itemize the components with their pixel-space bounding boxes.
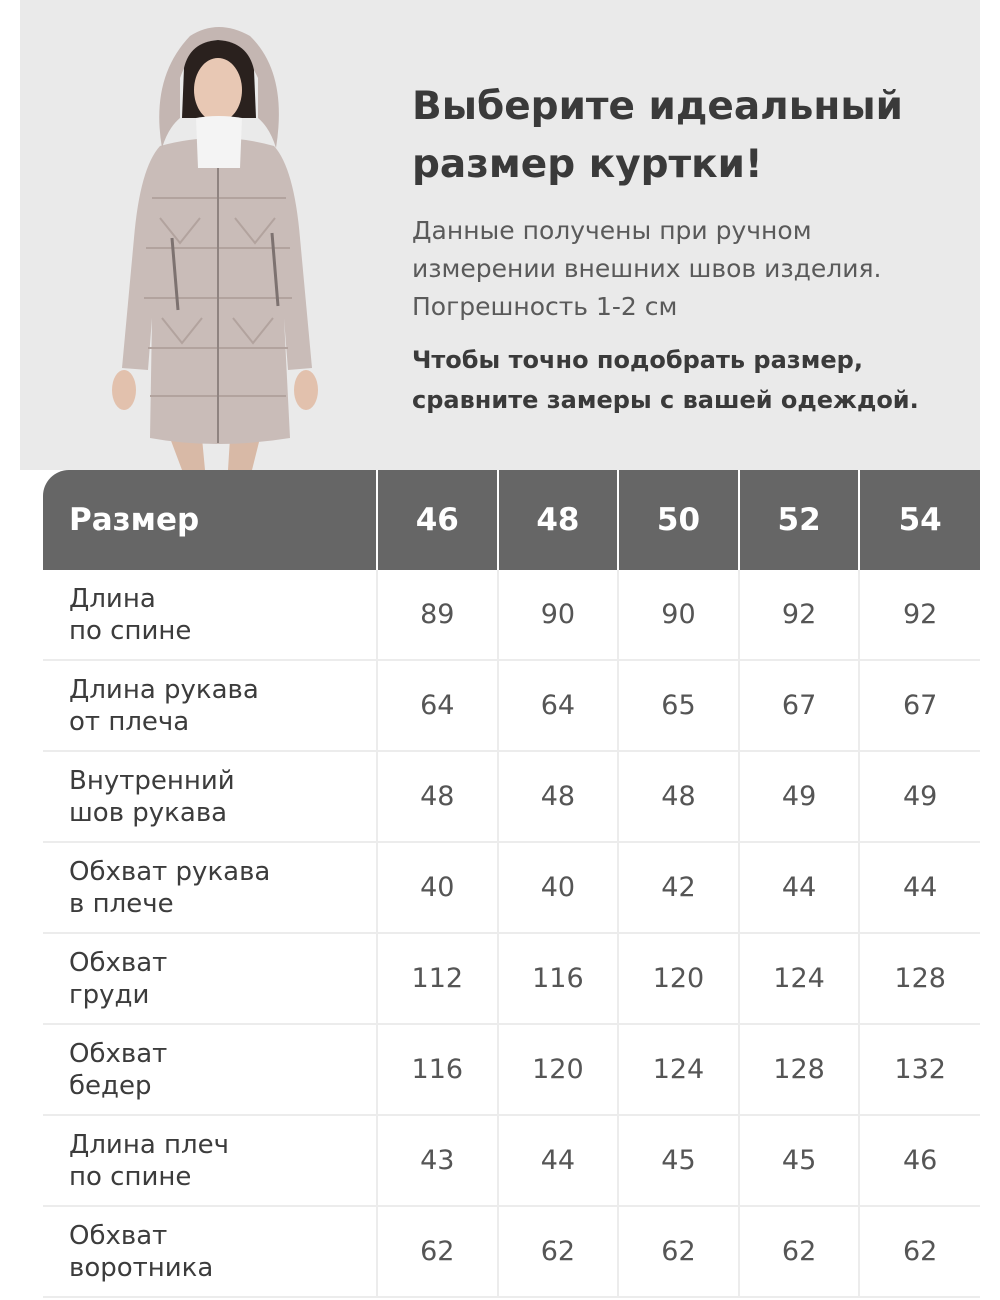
row-label-line: Обхват рукава [69, 856, 271, 887]
row-label [43, 842, 377, 933]
table-cell: 62 [739, 1206, 860, 1297]
title-line-2: размер куртки! [412, 142, 763, 187]
table-cell: 62 [377, 1206, 498, 1297]
table-cell: 67 [739, 660, 860, 751]
table-cell: 48 [618, 751, 739, 842]
table-cell: 45 [618, 1115, 739, 1206]
table-cell: 48 [377, 751, 498, 842]
table-cell: 43 [377, 1115, 498, 1206]
row-label-line: Длина плеч [69, 1129, 229, 1160]
model-photo [100, 18, 335, 470]
table-row [43, 1024, 980, 1115]
table-cell: 62 [498, 1206, 619, 1297]
size-column-header: 46 [377, 470, 498, 570]
table-cell: 44 [498, 1115, 619, 1206]
row-label [43, 933, 377, 1024]
size-column-header: 52 [739, 470, 860, 570]
row-label [43, 1206, 377, 1297]
table-cell: 62 [618, 1206, 739, 1297]
row-label [43, 570, 377, 660]
table-cell: 116 [498, 933, 619, 1024]
size-column-header: 54 [859, 470, 980, 570]
table-cell: 132 [859, 1024, 980, 1115]
table-row [43, 751, 980, 842]
row-label-line: Обхват [69, 1220, 168, 1251]
note-line-2: сравните замеры с вашей одеждой. [412, 386, 919, 414]
table-cell: 42 [618, 842, 739, 933]
row-label-line: по спине [69, 1161, 192, 1192]
row-label [43, 1115, 377, 1206]
table-cell: 40 [498, 842, 619, 933]
table-row [43, 933, 980, 1024]
table-cell: 128 [739, 1024, 860, 1115]
table-cell: 116 [377, 1024, 498, 1115]
table-cell: 64 [377, 660, 498, 751]
table-cell: 124 [739, 933, 860, 1024]
table-cell: 48 [498, 751, 619, 842]
table-cell: 128 [859, 933, 980, 1024]
size-header-row [43, 470, 980, 570]
table-cell: 45 [739, 1115, 860, 1206]
description-line-1: Данные получены при ручном [412, 216, 812, 245]
table-cell: 112 [377, 933, 498, 1024]
title-line-1: Выберите идеальный [412, 84, 903, 129]
page-title [412, 78, 972, 194]
table-cell: 120 [498, 1024, 619, 1115]
table-row [43, 1115, 980, 1206]
table-cell: 124 [618, 1024, 739, 1115]
description-line-3: Погрешность 1-2 см [412, 292, 678, 321]
table-row [43, 1206, 980, 1297]
row-label-line: шов рукава [69, 797, 228, 828]
row-label-line: Обхват [69, 1038, 168, 1069]
table-cell: 49 [859, 751, 980, 842]
row-label-line: Обхват [69, 947, 168, 978]
row-label-line: по спине [69, 615, 192, 646]
size-column-header: 50 [618, 470, 739, 570]
description-line-2: измерении внешних швов изделия. [412, 254, 882, 283]
table-cell: 40 [377, 842, 498, 933]
row-label-line: воротника [69, 1252, 214, 1283]
row-label-line: Длина [69, 583, 156, 614]
table-cell: 92 [859, 570, 980, 660]
row-label [43, 1024, 377, 1115]
size-column-header: 48 [498, 470, 619, 570]
size-header-label: Размер [43, 470, 377, 570]
row-label-line: бедер [69, 1070, 152, 1101]
table-cell: 89 [377, 570, 498, 660]
table-cell: 64 [498, 660, 619, 751]
row-label-line: от плеча [69, 706, 190, 737]
table-cell: 49 [739, 751, 860, 842]
table-cell: 44 [859, 842, 980, 933]
row-label-line: Длина рукава [69, 674, 259, 705]
table-cell: 90 [618, 570, 739, 660]
row-label-line: в плече [69, 888, 174, 919]
table-row [43, 842, 980, 933]
table-cell: 62 [859, 1206, 980, 1297]
table-cell: 67 [859, 660, 980, 751]
row-label-line: груди [69, 979, 150, 1010]
row-label [43, 660, 377, 751]
table-cell: 90 [498, 570, 619, 660]
table-row [43, 570, 980, 660]
size-chart-table [43, 470, 980, 1298]
table-cell: 46 [859, 1115, 980, 1206]
row-label [43, 751, 377, 842]
row-label-line: Внутренний [69, 765, 235, 796]
note-line-1: Чтобы точно подобрать размер, [412, 346, 863, 374]
table-cell: 92 [739, 570, 860, 660]
table-cell: 65 [618, 660, 739, 751]
table-row [43, 660, 980, 751]
fit-advice-note [412, 340, 972, 420]
table-cell: 44 [739, 842, 860, 933]
table-cell: 120 [618, 933, 739, 1024]
measurement-description [412, 212, 972, 326]
